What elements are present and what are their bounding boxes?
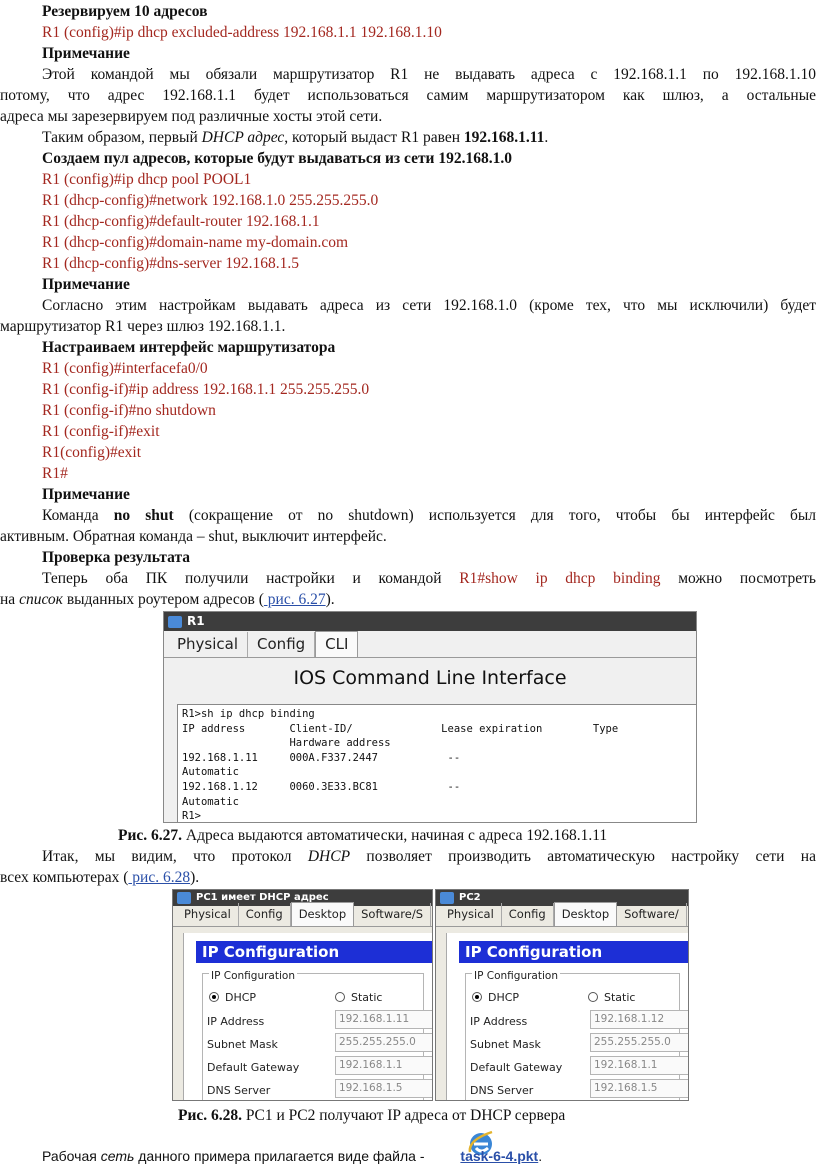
note3-rest: (сокращение от no shutdown) используется для того, чтобы бы интерфейс был <box>173 507 816 524</box>
dns-server-label: DNS Server <box>207 1084 271 1097</box>
ip-config-header: IP Configuration <box>196 941 432 963</box>
figure-6-27-link[interactable]: рис. 6.27 <box>263 591 326 608</box>
dhcp-radio[interactable] <box>472 988 519 1009</box>
pc2-title: PC2 <box>459 891 481 903</box>
static-radio[interactable] <box>335 988 382 1009</box>
default-gateway-field[interactable]: 192.168.1.1 <box>590 1056 689 1075</box>
heading-pool: Создаем пул адресов, которые будут выдаваться из сети 192.168.1.0 <box>42 150 512 167</box>
tab-software[interactable]: Software/ <box>617 903 687 926</box>
tab-physical[interactable]: Physical <box>177 903 239 926</box>
pc1-desktop-panel <box>183 933 432 1100</box>
note-heading: Примечание <box>42 276 130 293</box>
interface-command: R1# <box>42 465 68 482</box>
subnet-mask-field[interactable]: 255.255.255.0 <box>335 1033 433 1052</box>
cli-console[interactable] <box>177 704 697 823</box>
so2-end: ). <box>190 869 200 886</box>
static-radio[interactable] <box>588 988 635 1009</box>
note1-line2: потому, что адрес 192.168.1.1 будет использоваться самим маршрутизатором как шлюз, а остальные <box>0 87 816 104</box>
radio-selected-icon <box>209 992 219 1002</box>
default-gateway-label: Default Gateway <box>207 1061 300 1074</box>
check2-pre: на <box>0 591 20 608</box>
pc-icon <box>440 892 454 904</box>
note-heading: Примечание <box>42 45 130 62</box>
tab-config[interactable]: Config <box>502 903 554 926</box>
figure-6-27-number: Рис. 6.27. <box>118 827 183 844</box>
ip-config-header: IP Configuration <box>459 941 688 963</box>
interface-command: R1 (config)#interfacefa0/0 <box>42 360 208 377</box>
summary-line1 <box>42 847 816 868</box>
cli-line: 192.168.1.11 000A.F337.2447 -- <box>182 751 461 764</box>
file-link[interactable]: task-6-4.pkt <box>460 1148 539 1164</box>
check-line1 <box>42 569 816 590</box>
command-excluded-address: R1 (config)#ip dhcp excluded-address 192.168.1.1 192.168.1.10 <box>42 24 442 41</box>
cli-line: R1> <box>182 810 201 823</box>
pc2-desktop-panel <box>446 933 688 1100</box>
note3-pre: Команда <box>42 507 114 524</box>
dhcp-radio[interactable] <box>209 988 256 1009</box>
first-end: . <box>544 129 549 146</box>
pc1-tabs <box>173 906 432 927</box>
ip-address-field[interactable]: 192.168.1.11 <box>335 1010 433 1029</box>
figure-6-27-caption <box>118 826 607 847</box>
tab-physical[interactable]: Physical <box>168 632 248 657</box>
heading-reserve: Резервируем 10 адресов <box>42 3 208 20</box>
figure-6-28-text: PC1 и PC2 получают IP адреса от DHCP сервера <box>242 1107 566 1124</box>
check-command: R1#show ip dhcp binding <box>459 570 661 587</box>
pool-command: R1 (dhcp-config)#domain-name my-domain.com <box>42 234 349 251</box>
first-italic: DHCP адрес <box>201 129 285 146</box>
static-label: Static <box>351 991 383 1004</box>
interface-command: R1 (config-if)#ip address 192.168.1.1 255.255.255.0 <box>42 381 370 398</box>
tab-software[interactable]: Software/S <box>354 903 431 926</box>
footer-line <box>42 1146 542 1167</box>
cli-tabs <box>164 631 696 658</box>
subnet-mask-label: Subnet Mask <box>207 1038 278 1051</box>
static-label: Static <box>604 991 636 1004</box>
so-pre: Итак, мы видим, что протокол <box>42 848 308 865</box>
ip-address-field[interactable]: 192.168.1.12 <box>590 1010 689 1029</box>
first-address-line <box>42 128 548 149</box>
dhcp-label: DHCP <box>225 991 257 1004</box>
pool-command: R1 (dhcp-config)#default-router 192.168.1.1 <box>42 213 320 230</box>
note3-line1 <box>42 506 816 527</box>
check-post: можно посмотреть <box>660 570 816 587</box>
subnet-mask-field[interactable]: 255.255.255.0 <box>590 1033 689 1052</box>
cli-line: 192.168.1.12 0060.3E33.BC81 -- <box>182 780 461 793</box>
interface-command: R1(config)#exit <box>42 444 142 461</box>
pc2-window-screenshot <box>435 889 689 1101</box>
pc2-tabs <box>436 906 688 927</box>
pool-command: R1 (dhcp-config)#network 192.168.1.0 255.255.255.0 <box>42 192 379 209</box>
note-heading: Примечание <box>42 486 130 503</box>
pool-command: R1 (dhcp-config)#dns-server 192.168.1.5 <box>42 255 299 272</box>
default-gateway-label: Default Gateway <box>470 1061 563 1074</box>
cli-line: IP address Client-ID/ Lease expiration Type <box>182 722 619 735</box>
figure-6-27-text: Адреса выдаются автоматически, начиная с адреса 192.168.1.11 <box>182 827 608 844</box>
footer-end: . <box>538 1148 543 1164</box>
cli-line: Hardware address <box>182 737 391 750</box>
interface-command: R1 (config-if)#no shutdown <box>42 402 216 419</box>
pc1-title: PC1 имеет DHCP адрес <box>196 891 329 903</box>
dns-server-field[interactable]: 192.168.1.5 <box>590 1079 689 1098</box>
cli-line: Automatic <box>182 766 239 779</box>
ip-address-label: IP Address <box>470 1015 528 1028</box>
interface-command: R1 (config-if)#exit <box>42 423 160 440</box>
note3-line2: активным. Обратная команда – shut, выключит интерфейс. <box>0 528 387 545</box>
note1-line3: адреса мы зарезервируем под различные хосты этой сети. <box>0 108 383 125</box>
cli-window-screenshot <box>163 611 697 823</box>
figure-6-28-caption <box>178 1106 565 1127</box>
radio-empty-icon <box>588 992 598 1002</box>
first-pre: Таким образом, первый <box>42 129 202 146</box>
ip-config-group <box>202 970 424 1100</box>
router-icon <box>168 616 182 628</box>
so2-pre: всех компьютерах ( <box>0 869 129 886</box>
tab-desktop[interactable]: Desktop <box>554 902 617 926</box>
cli-window-title: R1 <box>187 614 205 629</box>
default-gateway-field[interactable]: 192.168.1.1 <box>335 1056 433 1075</box>
ip-address-label: IP Address <box>207 1015 265 1028</box>
so-post: позволяет производить автоматическую настройку сети на <box>350 848 816 865</box>
heading-interface: Настраиваем интерфейс маршрутизатора <box>42 339 336 356</box>
tab-desktop[interactable]: Desktop <box>291 902 354 926</box>
footer-mid: данного примера прилагается виде файла - <box>134 1148 429 1164</box>
first-address: 192.168.1.11 <box>463 129 545 146</box>
note1-line1: Этой командой мы обязали маршрутизатор R1 не выдавать адреса с 192.168.1.1 по 192.168.1.10 <box>42 66 816 83</box>
cli-line: Automatic <box>182 795 239 808</box>
radio-selected-icon <box>472 992 482 1002</box>
ip-config-group <box>465 970 680 1100</box>
check2-italic: список <box>19 591 63 608</box>
note2-line1: Согласно этим настройкам выдавать адреса из сети 192.168.1.0 (кроме тех, что мы исключили) будет <box>42 297 816 314</box>
check-pre: Теперь оба ПК получили настройки и командой <box>42 570 460 587</box>
tab-cli[interactable]: CLI <box>315 631 358 657</box>
footer-italic: сеть <box>100 1148 135 1164</box>
ios-heading: IOS Command Line Interface <box>293 667 567 689</box>
tab-physical[interactable]: Physical <box>440 903 502 926</box>
footer-pre: Рабочая <box>42 1148 101 1164</box>
note3-bold: no shut <box>113 507 174 524</box>
so-italic: DHCP <box>307 848 351 865</box>
tab-config[interactable]: Config <box>239 903 291 926</box>
subnet-mask-label: Subnet Mask <box>470 1038 541 1051</box>
pc-icon <box>177 892 191 904</box>
heading-check: Проверка результата <box>42 549 191 566</box>
cli-line: R1>sh ip dhcp binding <box>182 708 315 720</box>
check2-mid: выданных роутером адресов ( <box>62 591 264 608</box>
check-line2 <box>0 590 335 611</box>
dns-server-label: DNS Server <box>470 1084 534 1097</box>
tab-config[interactable]: Config <box>248 632 315 657</box>
figure-6-28-link[interactable]: рис. 6.28 <box>128 869 191 886</box>
group-label: IP Configuration <box>209 966 297 987</box>
dhcp-label: DHCP <box>488 991 520 1004</box>
summary-line2 <box>0 868 199 889</box>
figure-6-28-number: Рис. 6.28. <box>178 1107 243 1124</box>
note2-line2: маршрутизатор R1 через шлюз 192.168.1.1. <box>0 318 286 335</box>
radio-empty-icon <box>335 992 345 1002</box>
first-mid: , который выдаст R1 равен <box>284 129 464 146</box>
pool-command: R1 (config)#ip dhcp pool POOL1 <box>42 171 252 188</box>
pc1-window-screenshot <box>172 889 433 1101</box>
cli-window-titlebar <box>164 612 696 631</box>
check2-end: ). <box>325 591 335 608</box>
dns-server-field[interactable]: 192.168.1.5 <box>335 1079 433 1098</box>
group-label: IP Configuration <box>472 966 560 987</box>
